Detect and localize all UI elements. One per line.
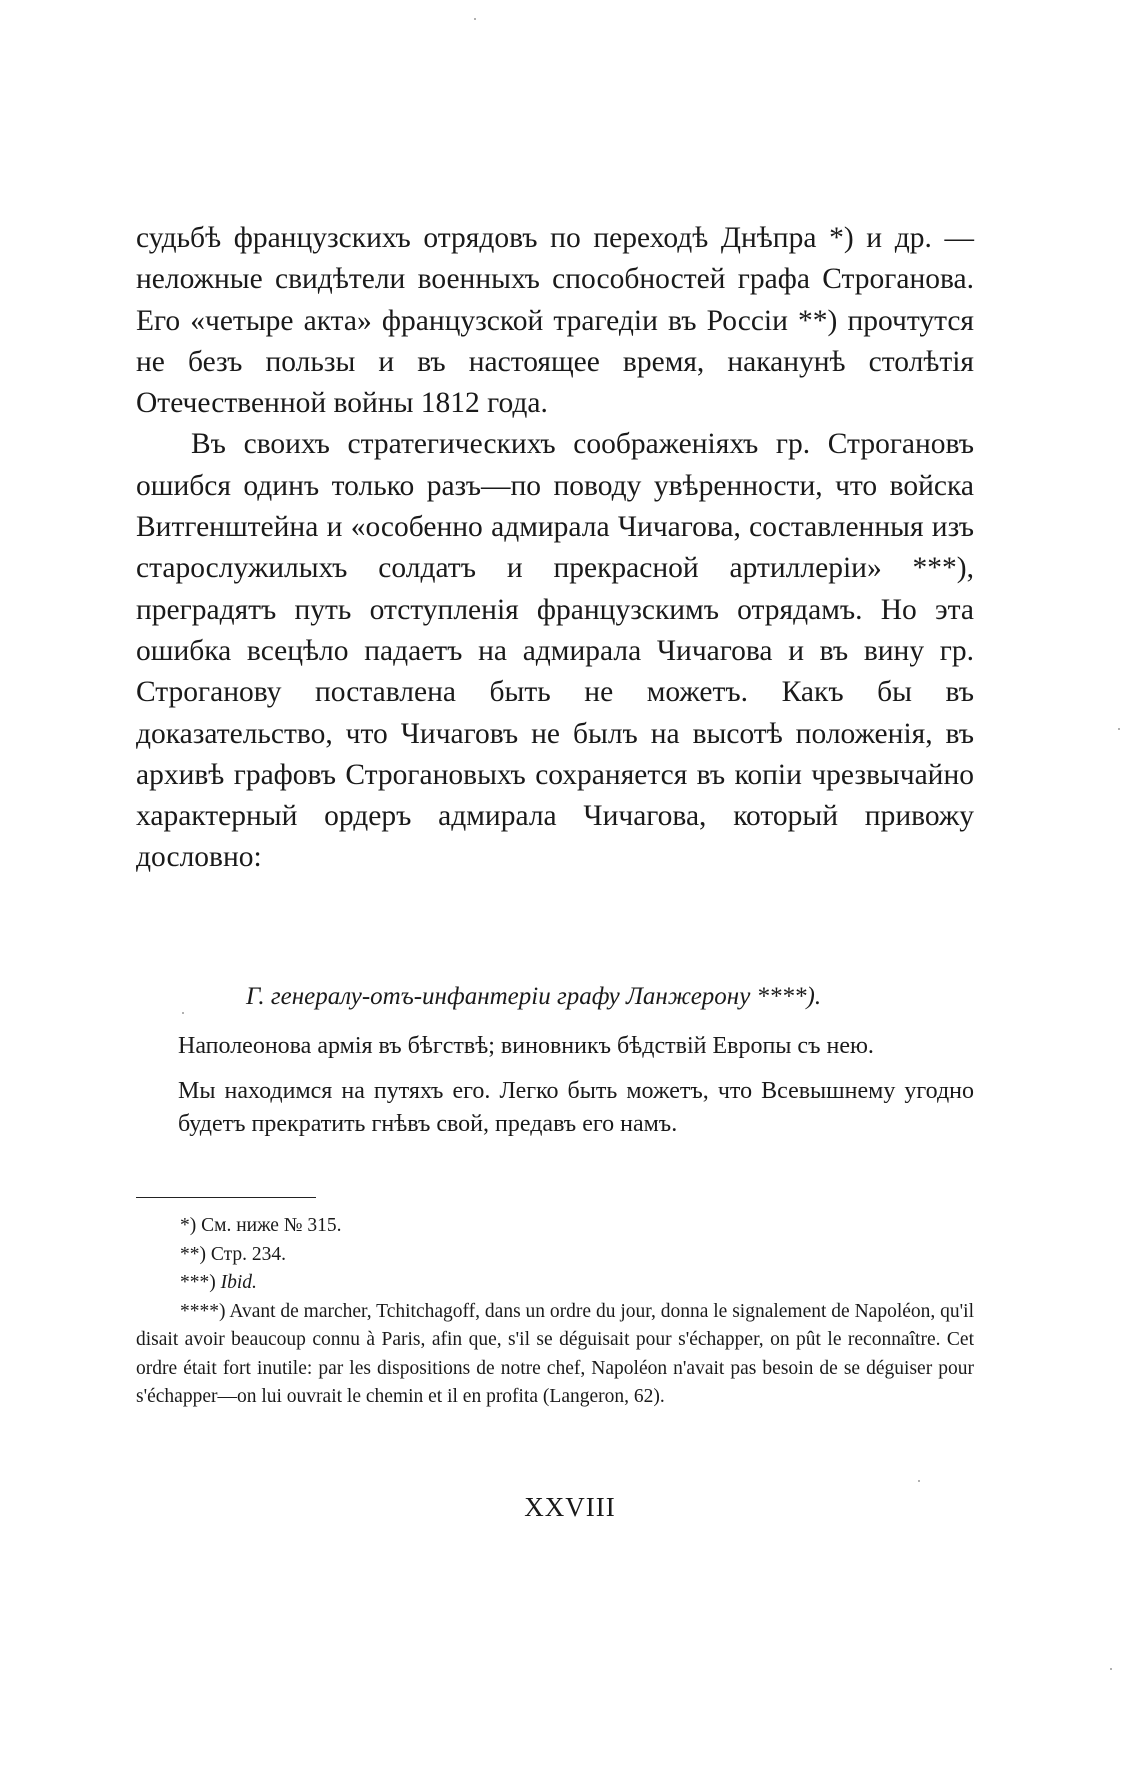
paragraph-1: судьбѣ французскихъ отрядовъ по переходѣ Днѣпра *) и др. — неложные свидѣтели военныхъ способностей графа Строганова. Его «четыре акта» французской трагедіи въ Россіи **) прочтутся не безъ пользы и въ настоящее время, наканунѣ столѣтія Отечественной войны 1812 года.: [136, 222, 974, 420]
print-speck: [182, 1012, 184, 1014]
footnotes: [136, 1212, 974, 1412]
order-line-2: Мы находимся на путяхъ его. Легко быть можетъ, что Всевышнему угодно будетъ прекратить гнѣвъ свой, предавъ его намъ.: [178, 1078, 974, 1137]
order-text: [178, 1030, 974, 1153]
print-speck: [1118, 728, 1120, 730]
print-speck: [1110, 1668, 1112, 1670]
footnote-text: См. ниже № 315.: [201, 1215, 342, 1236]
print-speck: [474, 18, 476, 20]
footnote-separator: [136, 1197, 316, 1198]
footnote-marker: **): [180, 1243, 206, 1265]
footnote-marker: *): [180, 1215, 197, 1236]
footnote-2: [136, 1241, 974, 1270]
footnote-text: Avant de marcher, Tchitchagoff, dans un ordre du jour, donna le signalement de Napoléon, qu'il disait avoir beaucoup connu à Paris, afin que, s'il se déguisait pour s'échapper, on pût le reconnaître. Cet ordre était fort inutile: par les dispositions de notre chef, Napoléon n'avait pas besoin de se déguiser pour s'échapper—on lui ouvrait le chemin et il en profita (Langeron, 62).: [136, 1300, 974, 1407]
footnote-text: Ibid.: [220, 1272, 257, 1293]
footnote-3: [136, 1269, 974, 1298]
paragraph-2: Въ своихъ стратегическихъ соображеніяхъ гр. Строгановъ ошибся одинъ только разъ—по поводу увѣренности, что войска Витгенштейна и «особенно адмирала Чичагова, составленныя изъ старослужилыхъ солдатъ и прекрасной артиллеріи» ***), преградятъ путь отступленія французскимъ отрядамъ. Но эта ошибка всецѣло падаетъ на адмирала Чичагова и въ вину гр. Строганову поставлена быть не можетъ. Какъ бы въ доказательство, что Чичаговъ не былъ на высотѣ положенія, въ архивѣ графовъ Строгановыхъ сохраняется въ копіи чрезвычайно характерный ордеръ адмирала Чичагова, который привожу дословно:: [136, 428, 974, 874]
footnote-text: Стр. 234.: [210, 1243, 287, 1265]
page-number: XXVIII: [524, 1492, 616, 1522]
main-text: [136, 218, 974, 879]
footnote-marker: ****): [180, 1300, 226, 1322]
footnote-marker: ***): [180, 1272, 216, 1293]
print-speck: [918, 1480, 920, 1482]
order-line-1: Наполеонова армія въ бѣгствѣ; виновникъ бѣдствій Европы съ нею.: [178, 1033, 874, 1059]
footnote-4: [136, 1298, 974, 1412]
footnote-1: [136, 1212, 974, 1241]
order-heading: Г. генералу-отъ-инфантеріи графу Ланжерону ****).: [246, 983, 822, 1010]
